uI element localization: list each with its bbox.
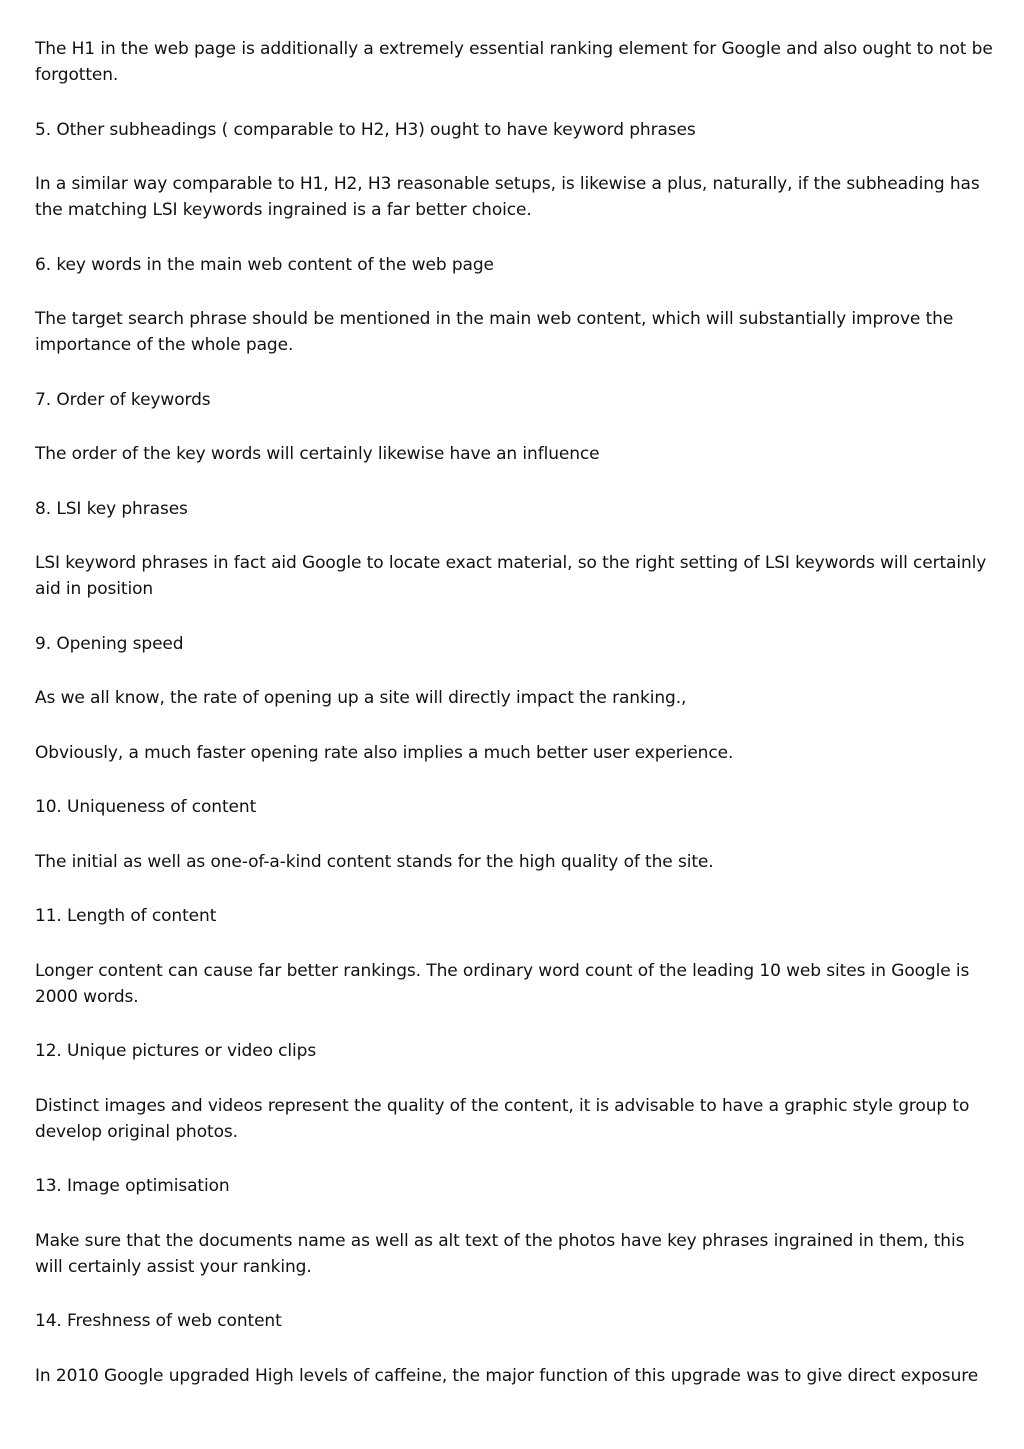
heading-image-optimisation: 13. Image optimisation: [35, 1176, 230, 1196]
heading-uniqueness-of-content: 10. Uniqueness of content: [35, 797, 257, 817]
paragraph-subheadings: In a similar way comparable to H1, H2, H3 reasonable setups, is likewise a plus, naturally, if the subheading has the matching LSI keywords ingrained is a far better choice.: [35, 174, 980, 220]
paragraph-image-names-alt-text: Make sure that the documents name as well as alt text of the photos have key phrases ingrained in them, this will certainly assist your ranking.: [35, 1230, 965, 1277]
heading-lsi-key-phrases: 8. LSI key phrases: [35, 498, 188, 519]
heading-unique-pictures: 12. Unique pictures or video clips: [35, 1041, 317, 1061]
document-body: [35, 36, 995, 1417]
paragraph-longer-content: Longer content can cause far better rankings. The ordinary word count of the leading 10 web sites in Google is 2000 words.: [35, 960, 970, 1007]
paragraph-opening-rate: As we all know, the rate of opening up a site will directly impact the ranking.,: [35, 688, 687, 708]
paragraph-order-of-keywords: The order of the key words will certainly likewise have an influence: [35, 444, 600, 464]
paragraph-lsi-keywords: LSI keyword phrases in fact aid Google to locate exact material, so the right setting of LSI keywords will certainly aid in position: [35, 553, 987, 599]
heading-keywords-main-content: 6. key words in the main web content of the web page: [35, 254, 494, 275]
paragraph-h1-importance: The H1 in the web page is additionally a extremely essential ranking element for Google and also ought to not be forgotten.: [35, 39, 993, 85]
heading-opening-speed: 9. Opening speed: [35, 633, 184, 654]
paragraph-caffeine-update: In 2010 Google upgraded High levels of caffeine, the major function of this upgrade was to give direct exposure: [35, 1365, 979, 1386]
heading-order-of-keywords: 7. Order of keywords: [35, 389, 211, 410]
paragraph-unique-content: The initial as well as one-of-a-kind content stands for the high quality of the site.: [35, 851, 714, 872]
heading-length-of-content: 11. Length of content: [35, 906, 217, 926]
paragraph-user-experience: Obviously, a much faster opening rate also implies a much better user experience.: [35, 742, 734, 763]
heading-other-subheadings: 5. Other subheadings ( comparable to H2, H3) ought to have keyword phrases: [35, 119, 696, 140]
paragraph-target-search-phrase: The target search phrase should be mentioned in the main web content, which will substantially improve the importance of the whole page.: [35, 309, 954, 355]
paragraph-distinct-images: Distinct images and videos represent the quality of the content, it is advisable to have a graphic style group to develop original photos.: [35, 1095, 970, 1142]
heading-freshness-of-content: 14. Freshness of web content: [35, 1311, 282, 1331]
